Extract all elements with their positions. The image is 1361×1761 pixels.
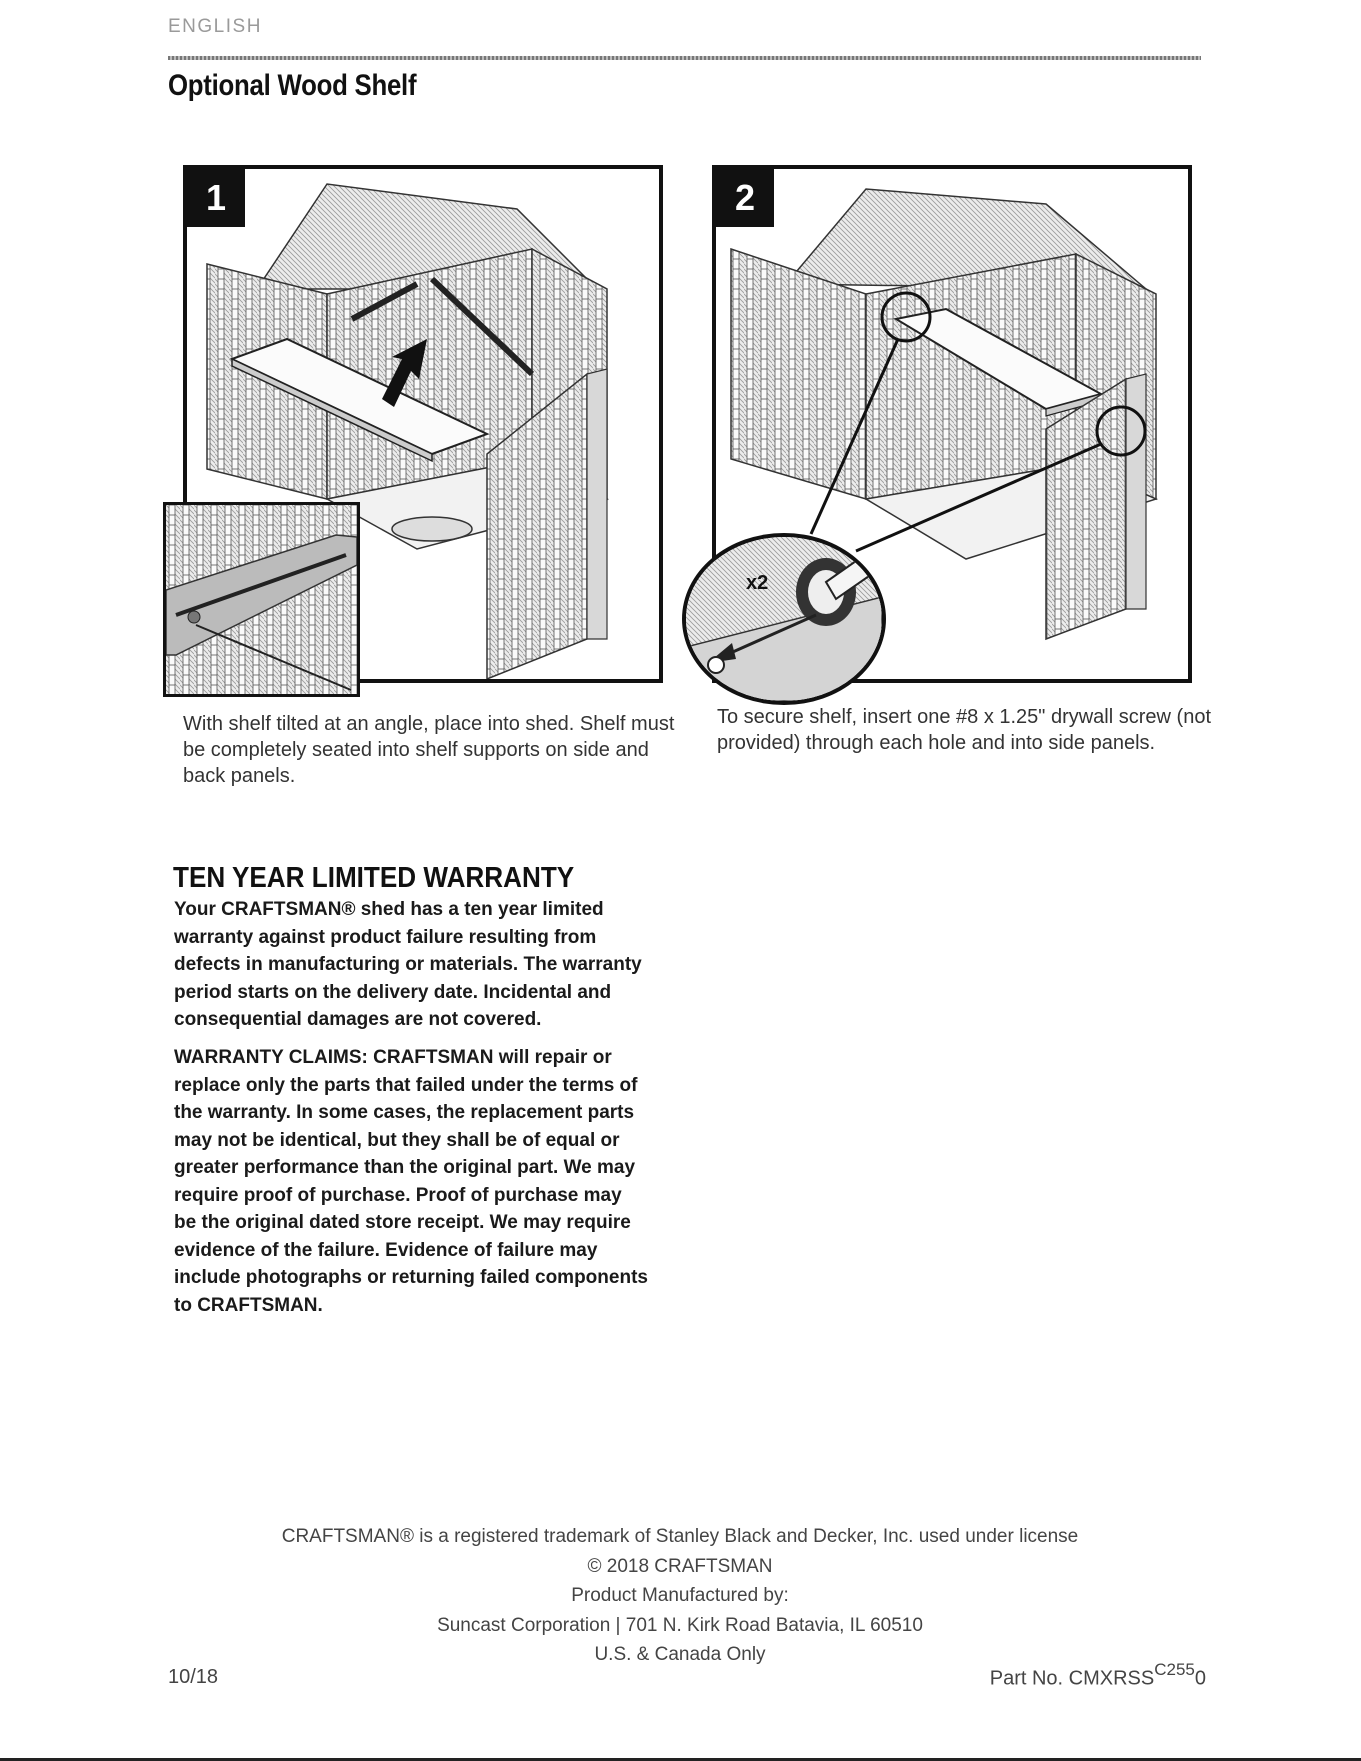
warranty-line: require proof of purchase. Proof of purchase may: [174, 1184, 622, 1206]
warranty-line: to CRAFTSMAN.: [174, 1294, 323, 1316]
warranty-line: be the original dated store receipt. We may require: [174, 1212, 631, 1233]
quantity-callout: x2: [746, 572, 769, 594]
manufacturer-label: Product Manufactured by:: [571, 1585, 789, 1606]
region-line: U.S. & Canada Only: [594, 1644, 766, 1665]
warranty-paragraph-2: [174, 1044, 664, 1319]
warranty-line: include photographs or returning failed components: [174, 1267, 648, 1288]
warranty-line: evidence of the failure. Evidence of failure may: [174, 1239, 598, 1261]
copyright-line: © 2018 CRAFTSMAN: [587, 1555, 773, 1577]
warranty-line: the warranty. In some cases, the replacement parts: [174, 1102, 635, 1123]
warranty-line: replace only the parts that failed under the terms of: [174, 1074, 638, 1096]
warranty-title: TEN YEAR LIMITED WARRANTY: [173, 862, 575, 894]
page-title: Optional Wood Shelf: [168, 69, 417, 102]
step-1-caption-line: With shelf tilted at an angle, place into shed. Shelf must: [183, 713, 675, 735]
footer-credits: [180, 1522, 1180, 1670]
warranty-line: greater performance than the original part. We may: [174, 1157, 636, 1178]
step-1-caption-line: be completely seated into shelf supports on side and: [183, 739, 649, 761]
warranty-line: warranty against product failure resulting from: [174, 926, 597, 948]
language-label: ENGLISH: [168, 16, 262, 37]
part-number: [990, 1662, 1206, 1691]
manufacturer-address: Suncast Corporation | 701 N. Kirk Road Batavia, IL 60510: [437, 1614, 923, 1636]
trademark-line: CRAFTSMAN® is a registered trademark of Stanley Black and Decker, Inc. used under license: [281, 1526, 1079, 1547]
step-2-caption-line: To secure shelf, insert one #8 x 1.25" drywall screw (not: [717, 706, 1211, 728]
warranty-line: defects in manufacturing or materials. The warranty: [174, 954, 642, 975]
warranty-line: Your CRAFTSMAN® shed has a ten year limited: [174, 899, 604, 920]
part-number-prefix: Part No. CMXRSS: [989, 1667, 1155, 1690]
warranty-line: period starts on the delivery date. Incidental and: [174, 981, 612, 1003]
revision-date: 10/18: [168, 1666, 219, 1688]
step-1-detail-inset: [163, 502, 360, 697]
screw-detail-magnifier: [682, 533, 886, 705]
step-1-caption-line: back panels.: [183, 765, 296, 787]
warranty-line: may not be identical, but they shall be of equal or: [174, 1129, 620, 1151]
warranty-line: WARRANTY CLAIMS: CRAFTSMAN will repair or: [174, 1047, 612, 1068]
header-rule: [168, 56, 1201, 60]
shelf-support-detail-drawing: [166, 505, 357, 694]
step-number-badge: 2: [716, 169, 774, 227]
step-2-caption-line: provided) through each hole and into side panels.: [717, 732, 1156, 754]
screw-insertion-drawing: [686, 537, 882, 701]
warranty-paragraph-1: [174, 896, 664, 1034]
part-number-suffix: 0: [1194, 1667, 1206, 1690]
part-number-super: C255: [1154, 1660, 1195, 1679]
warranty-line: consequential damages are not covered.: [174, 1009, 542, 1030]
step-number-badge: 1: [187, 169, 245, 227]
